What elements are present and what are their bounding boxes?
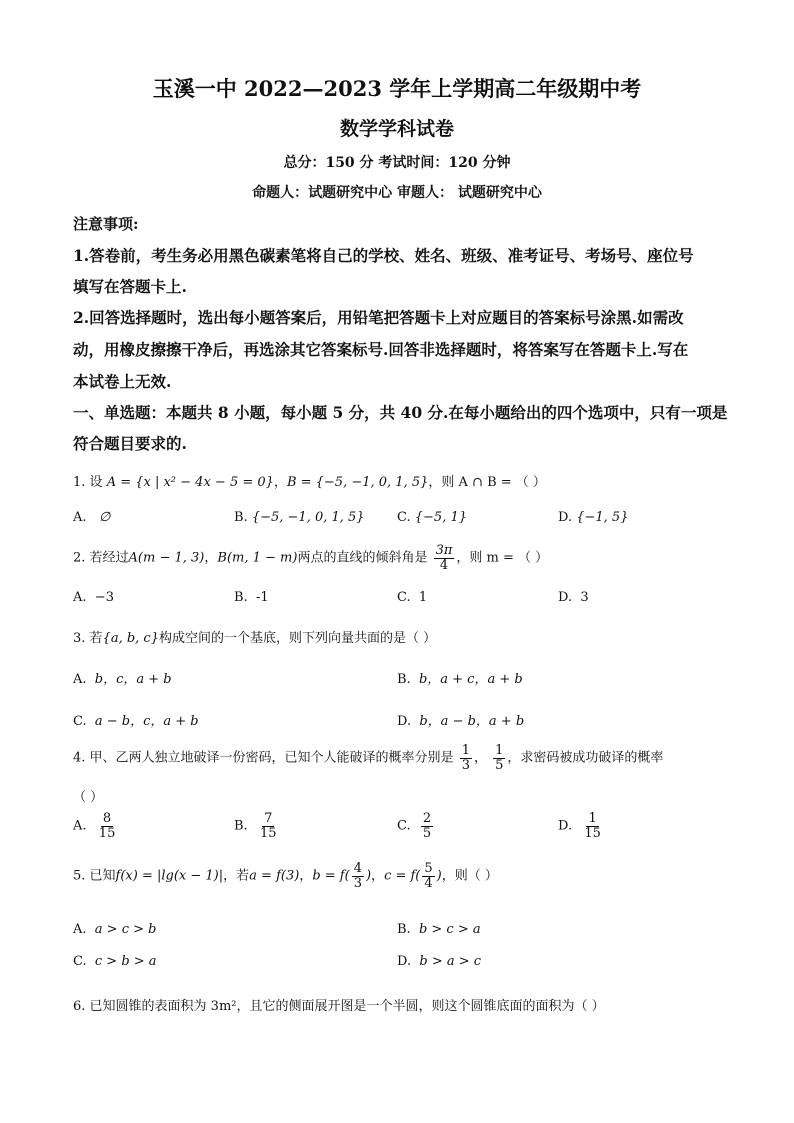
q4-option-a[interactable] xyxy=(73,812,119,840)
option-fraction xyxy=(582,812,603,840)
option-text: c > b > a xyxy=(94,954,157,969)
fraction-numerator: 1 xyxy=(588,811,597,826)
q5-sep: ， xyxy=(371,868,385,884)
option-fraction xyxy=(97,812,118,840)
q5-c-suffix: ) xyxy=(436,868,442,884)
fraction-denominator: 3 xyxy=(353,875,362,891)
fraction-denominator: 5 xyxy=(422,825,432,841)
fraction-numerator: 1 xyxy=(495,743,504,758)
option-text: a − b，c，a + b xyxy=(94,714,199,729)
q1-option-d[interactable] xyxy=(558,510,628,525)
q2-sep: ， xyxy=(204,550,218,566)
q3-option-a[interactable] xyxy=(73,668,172,687)
option-label: A. xyxy=(73,590,87,605)
notes-line-1: 1.答卷前，考生务必用黑色碳素笔将自己的学校、姓名、班级、准考证号、考场号、座位号 xyxy=(73,246,694,265)
option-label: D. xyxy=(558,510,573,525)
fraction-denominator: 15 xyxy=(584,825,601,841)
q5-option-a[interactable] xyxy=(73,922,156,937)
q5-b-prefix: b = f( xyxy=(312,868,350,884)
option-label: A. xyxy=(73,672,87,687)
q3-basis: {a, b, c} xyxy=(102,631,159,646)
q2-point-b: B(m, 1 − m) xyxy=(217,550,298,566)
option-label: D. xyxy=(558,818,573,834)
q4-option-b[interactable] xyxy=(234,812,281,840)
q2-point-a: A(m − 1, 3) xyxy=(128,550,205,566)
fraction-denominator: 4 xyxy=(424,875,433,891)
option-label: B. xyxy=(234,590,248,605)
q1-number: 1. 设 xyxy=(73,475,103,490)
option-label: D. xyxy=(397,714,412,729)
fraction-denominator: 3 xyxy=(461,757,470,773)
option-text: b > a > c xyxy=(419,954,482,969)
q2-mid: 两点的直线的倾斜角是 xyxy=(297,550,428,566)
option-text: -1 xyxy=(255,590,269,605)
option-text: {−5, −1, 0, 1, 5} xyxy=(251,510,365,525)
q5-option-c[interactable] xyxy=(73,954,157,969)
option-text: b > c > a xyxy=(418,922,481,937)
option-label: C. xyxy=(397,818,411,834)
q1-tail: ，则 A ∩ B = （ ） xyxy=(428,475,546,490)
q1-set-b: B = {−5, −1, 0, 1, 5} xyxy=(286,475,429,490)
option-label: C. xyxy=(73,714,87,729)
q4-option-d[interactable] xyxy=(558,812,605,840)
option-label: C. xyxy=(397,590,411,605)
option-fraction xyxy=(258,812,279,840)
q5-tail: ，则（ ） xyxy=(441,868,498,884)
q4-prefix: 4. 甲、乙两人独立地破译一份密码，已知个人能破译的概率分别是 xyxy=(73,750,454,766)
q5-prefix: 5. 已知 xyxy=(73,868,116,884)
q2-option-c[interactable] xyxy=(397,590,427,605)
option-label: D. xyxy=(558,590,573,605)
question-2 xyxy=(73,544,548,572)
q5-a-def: a = f(3) xyxy=(249,868,300,884)
question-6: 6. 已知圆锥的表面积为 3m²，且它的侧面展开图是一个半圆，则这个圆锥底面的面积为（ ） xyxy=(73,999,605,1014)
option-label: A. xyxy=(73,510,87,525)
q2-option-a[interactable] xyxy=(73,590,114,605)
option-label: D. xyxy=(397,954,412,969)
q2-prefix: 2. 若经过 xyxy=(73,550,129,566)
fraction-numerator: 3π xyxy=(435,543,453,558)
option-text: 3 xyxy=(580,590,589,605)
q5-option-d[interactable] xyxy=(397,954,481,969)
q5-b-fraction xyxy=(352,862,364,890)
question-5 xyxy=(73,862,498,890)
fraction-numerator: 4 xyxy=(353,861,362,876)
fraction-numerator: 1 xyxy=(461,743,470,758)
option-text: b，a − b，a + b xyxy=(419,714,525,729)
q4-prob-1 xyxy=(460,744,472,772)
q4-option-c[interactable] xyxy=(397,812,435,840)
option-label: B. xyxy=(397,672,411,687)
q2-angle-fraction xyxy=(434,544,455,572)
option-label: C. xyxy=(73,954,87,969)
q1-option-c[interactable] xyxy=(397,510,467,525)
fraction-denominator: 5 xyxy=(495,757,504,773)
notes-line-4: 动，用橡皮擦擦干净后，再选涂其它答案标号.回答非选择题时，将答案写在答题卡上.写在 xyxy=(73,340,689,359)
q5-sep: ， xyxy=(299,868,313,884)
option-label: C. xyxy=(397,510,411,525)
q3-option-c[interactable] xyxy=(73,710,199,729)
option-text: 1 xyxy=(418,590,428,605)
option-text: a > c > b xyxy=(94,922,157,937)
fraction-denominator: 15 xyxy=(259,825,277,841)
q3-option-d[interactable] xyxy=(397,710,524,729)
exam-subtitle: 数学学科试卷 xyxy=(339,118,454,140)
question-3 xyxy=(73,627,436,646)
fraction-numerator: 7 xyxy=(264,811,273,826)
q2-tail: ，则 m = （ ） xyxy=(456,550,549,566)
exam-title: 玉溪一中 2022—2023 学年上学期高二年级期中考 xyxy=(152,76,642,101)
section-heading-line-1: 一、单选题：本题共 8 小题，每小题 5 分，共 40 分.在每小题给出的四个选项中，只有一项是 xyxy=(73,403,728,422)
option-fraction xyxy=(421,812,433,840)
fraction-denominator: 15 xyxy=(98,825,116,841)
notes-heading: 注意事项: xyxy=(73,215,139,233)
q4-prob-2 xyxy=(493,744,505,772)
option-text: b，c，a + b xyxy=(94,672,172,687)
q1-sep: ， xyxy=(273,475,287,490)
q5-c-prefix: c = f( xyxy=(384,868,421,884)
option-label: A. xyxy=(73,818,87,834)
option-label: B. xyxy=(397,922,411,937)
q5-b-suffix: ) xyxy=(365,868,372,884)
option-label: B. xyxy=(234,818,248,834)
q5-option-b[interactable] xyxy=(397,922,481,937)
section-heading-line-2: 符合题目要求的. xyxy=(73,434,187,453)
score-time-line: 总分：150 分 考试时间：120 分钟 xyxy=(283,155,511,171)
fraction-numerator: 8 xyxy=(102,811,112,826)
q3-option-b[interactable] xyxy=(397,668,523,687)
q2-option-d[interactable] xyxy=(558,590,589,605)
notes-line-3: 2.回答选择题时，选出每小题答案后，用铅笔把答题卡上对应题目的答案标号涂黑.如需改 xyxy=(73,308,684,327)
fraction-denominator: 4 xyxy=(439,557,449,573)
q1-option-b[interactable] xyxy=(234,510,365,525)
q3-tail: 构成空间的一个基底，则下列向量共面的是（ ） xyxy=(158,631,437,646)
fraction-numerator: 2 xyxy=(422,811,432,826)
notes-line-2: 填写在答题卡上. xyxy=(73,277,187,296)
option-text: {−1, 5} xyxy=(576,510,629,525)
option-text: −3 xyxy=(94,590,114,605)
q4-sep: ， xyxy=(473,750,487,766)
q3-prefix: 3. 若 xyxy=(73,631,103,646)
q1-set-a: A = {x | x² − 4x − 5 = 0} xyxy=(106,475,274,490)
notes-line-5: 本试卷上无效. xyxy=(73,372,172,391)
question-4 xyxy=(73,744,663,772)
fraction-numerator: 5 xyxy=(424,861,433,876)
option-text: {−5, 1} xyxy=(414,510,468,525)
authors-line: 命题人：试题研究中心 审题人： 试题研究中心 xyxy=(252,185,542,201)
q5-mid: ，若 xyxy=(223,868,250,884)
q2-option-b[interactable] xyxy=(234,590,269,605)
option-label: B. xyxy=(234,510,248,525)
option-label: A. xyxy=(73,922,87,937)
q5-function: f(x) = |lg(x − 1)| xyxy=(115,868,224,884)
option-text: b，a + c，a + b xyxy=(418,672,523,687)
question-1 xyxy=(73,471,546,490)
option-text: ∅ xyxy=(98,510,111,525)
q1-option-a[interactable] xyxy=(73,510,110,525)
q5-c-fraction xyxy=(422,862,434,890)
q4-tail: ，求密码被成功破译的概率 xyxy=(507,750,664,766)
q4-paren: （ ） xyxy=(73,790,104,805)
